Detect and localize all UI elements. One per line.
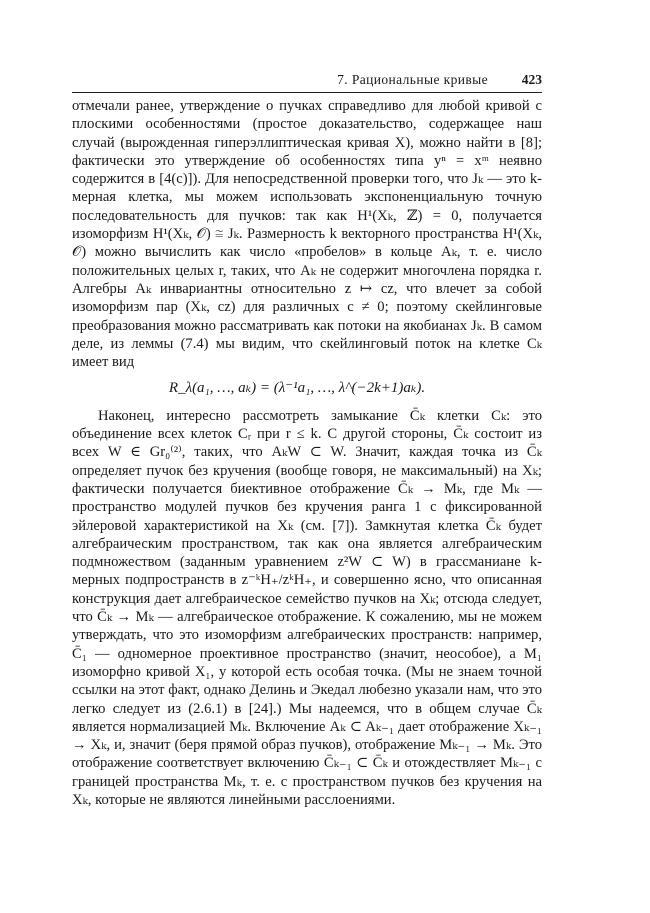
page-number: 423: [521, 72, 542, 87]
scaling-flow-formula: R_λ(a₁, …, aₖ) = (λ⁻¹a₁, …, λ^(−2k+1)aₖ).: [168, 380, 426, 397]
paragraph-continued: отмечали ранее, утверждение о пучках справедливо для любой кривой с плоскими особенностями (простое доказательство, содержащее наш случай (вырожденная гиперэллиптическая кривая X), можно найти в [8]; фактически это утверждение об особенностях типа yⁿ = xᵐ неявно содержится в [4(c)]). Для непосредственной проверки того, что Jₖ — это k-мерная клетка, мы можем использовать экспоненциальную точную последовательность для пучков: так как H¹(Xₖ, ℤ) = 0, получается изоморфизм H¹(Xₖ, 𝒪) ≅ Jₖ. Размерность k векторного пространства H¹(Xₖ, 𝒪) можно вычислить как число «пробелов» в кольце Aₖ, т. е. число положительных целых r, таких, что Aₖ не содержит многочлена порядка r. Алгебры Aₖ инвариантны относительно z ↦ cz, что влечет за собой изоморфизм пар (Xₖ, cz) для различных c ≠ 0; поэтому скейлинговые преобразования можно рассматривать как потоки на якобианах Jₖ. В самом деле, из леммы (7.4) мы видим, что скейлинговый поток на клетке Cₖ имеет вид: [72, 98, 542, 371]
paragraph-closure: Наконец, интересно рассмотреть замыкание C̄ₖ клетки Cₖ: это объединение всех клеток Cᵣ при r ≤ k. С другой стороны, C̄ₖ состоит из всех W ∈ Gr₀⁽²⁾, таких, что AₖW ⊂ W. Значит, каждая точка из C̄ₖ определяет пучок без кручения (вообще говоря, не максимальный) на Xₖ; фактически получается биективное отображение C̄ₖ → Mₖ, где Mₖ — пространство модулей пучков без кручения ранга 1 с фиксированной эйлеровой характеристикой на Xₖ (см. [7]). Замкнутая клетка C̄ₖ будет алгебраическим пространством, так как она является алгебраическим подмножеством (заданным уравнением z²W ⊂ W) в грассманиане k-мерных подпространств в z⁻ᵏH₊/zᵏH₊, и совершенно ясно, что описанная конструкция дает алгебраическое семейство пучков на Xₖ; отсюда следует, что C̄ₖ → Mₖ — алгебраическое отображение. К сожалению, мы не можем утверждать, что это изоморфизм алгебраических пространств: например, C̄₁ — одномерное проективное пространство (значит, неособое), а M₁ изоморфно кривой X₁, у которой есть особая точка. (Мы не знаем точной ссылки на этот факт, однако Делинь и Экедал любезно указали нам, что это легко следует из (2.6.1) в [24].) Мы надеемся, что в общем случае C̄ₖ является нормализацией Mₖ. Включение Aₖ ⊂ Aₖ₋₁ дает отображение Xₖ₋₁ → Xₖ, и, значит (беря прямой образ пучков), отображение Mₖ₋₁ → Mₖ. Это отображение соответствует включению C̄ₖ₋₁ ⊂ C̄ₖ и отождествляет Mₖ₋₁ с границей пространства Mₖ, т. е. с пространством пучков без кручения на Xₖ, которые не являются линейными расслоениями.: [72, 407, 542, 808]
running-header: [72, 70, 542, 93]
chapter-title: 7. Рациональные кривые: [337, 72, 488, 87]
page-body: [72, 97, 542, 809]
